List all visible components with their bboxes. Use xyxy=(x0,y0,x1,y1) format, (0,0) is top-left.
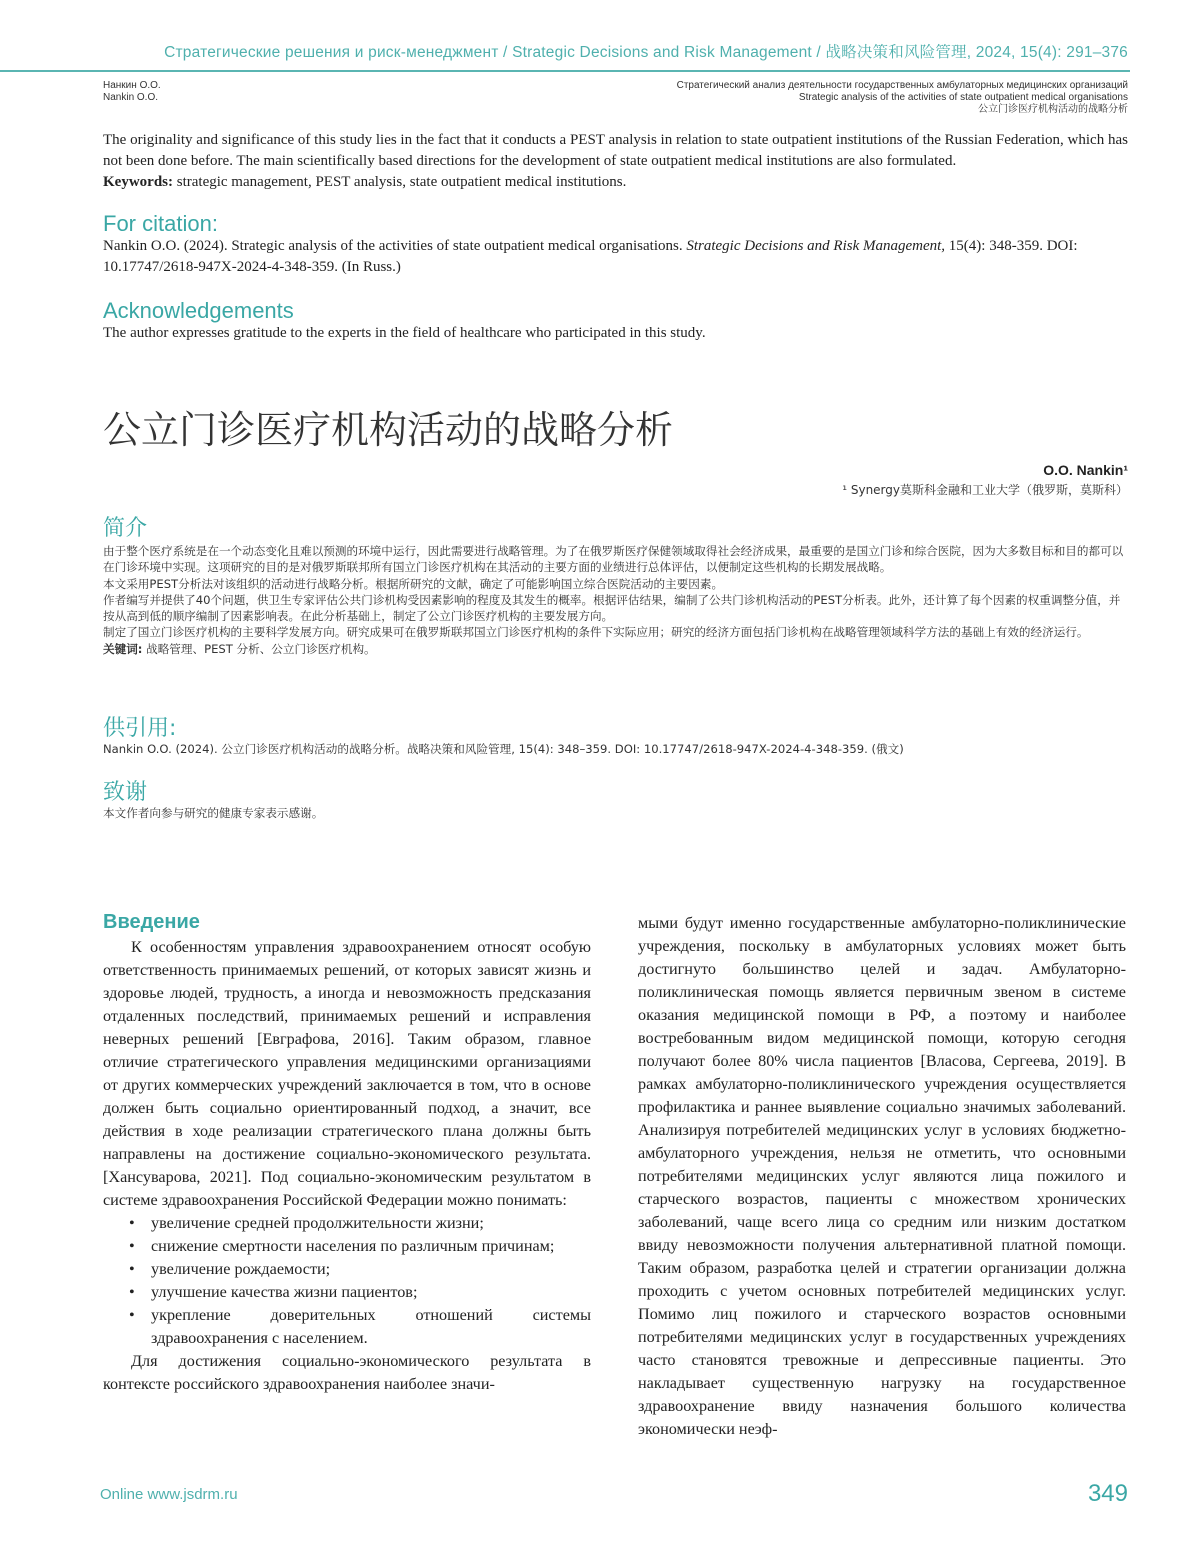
list-item: • увеличение рождаемости; xyxy=(151,1258,591,1281)
running-titles xyxy=(677,80,1128,116)
running-author-ru: Нанкин О.О. xyxy=(103,80,161,91)
bullet-icon: • xyxy=(129,1260,135,1278)
acknowledgements-text: The author expresses gratitude to the experts in the field of healthcare who participated in this study. xyxy=(103,325,706,341)
bullet-icon: • xyxy=(129,1306,135,1324)
abstract-paragraph-2: 本文采用PEST分析法对该组织的活动进行战略分析。根据所研究的文献，确定了可能影响国立综合医院活动的主要因素。 xyxy=(103,576,724,591)
keywords-label: Keywords: xyxy=(103,174,173,190)
acknowledgements-heading: Acknowledgements xyxy=(103,298,294,323)
chinese-ack-text: 本文作者向参与研究的健康专家表示感谢。 xyxy=(103,806,324,820)
list-item: • улучшение качества жизни пациентов; xyxy=(151,1281,591,1304)
list-item: • укрепление доверительных отношений системы здравоохранения с населением. xyxy=(129,1306,591,1347)
abstract-paragraph-3: 作者编写并提供了40个问题，供卫生专家评估公共门诊机构受因素影响的程度及其发生的概率。根据评估结果，编制了公共门诊机构活动的PEST分析表。此外，还计算了每个因素的权重调整分值，并按从高到低的顺序编制了因素影响表。在此分析基础上，制定了公立门诊医疗机构的主要发展方向。 xyxy=(103,592,1121,624)
intro-paragraph-2: Для достижения социально-экономического результата в контексте российского здравоохранения наиболее значи- xyxy=(103,1352,591,1393)
running-author-en: Nankin O.O. xyxy=(103,92,159,103)
chinese-keywords xyxy=(103,641,1128,657)
chinese-keywords-label: 关键词: xyxy=(103,641,143,656)
originality-paragraph xyxy=(103,130,1128,193)
citation-journal: Strategic Decisions and Risk Management, xyxy=(686,238,946,254)
running-title-cn: 公立门诊医疗机构活动的战略分析 xyxy=(978,104,1128,115)
citation-text-b: 15(4): 348-359. DOI: 10.17747/2618-947X-2024-4-348-359. (In Russ.) xyxy=(103,238,1078,275)
footer-website: Online www.jsdrm.ru xyxy=(100,1486,238,1503)
author-name: O.O. Nankin¹ xyxy=(1043,462,1128,478)
chinese-keywords-text: 战略管理、PEST 分析、公立门诊医疗机构。 xyxy=(146,641,376,656)
intro-paragraph-1: К особенностям управления здравоохранением относят особую ответственность принимаемых решений, от которых зависят жизнь и здоровье людей, трудность, а иногда и невозможность предсказания отдаленных последствий, принимаемых решений и исправления неверных решений [Евграфова, 2016]. Таким образом, главное отличие стратегического управления медицинскими организациями от других коммерческих учреждений заключается в том, что в основе должен быть социально ориентированный подход, а значит, все действия в ходе реализации стратегического плана должны быть направлены на достижение социально-экономического результата. [Хансуварова, 2021]. Под социально-экономическим результатом в системе здравоохранения Российской Федерации можно понимать: xyxy=(103,938,591,1209)
keywords-text: strategic management, PEST analysis, state outpatient medical institutions. xyxy=(176,174,627,190)
abstract-paragraph-1: 由于整个医疗系统是在一个动态变化且难以预测的环境中运行，因此需要进行战略管理。为了在俄罗斯医疗保健领域取得社会经济成果，最重要的是国立门诊和综合医院，因为大多数目标和目的都可以在门诊环境中实现。这项研究的目的是对俄罗斯联邦所有国立门诊医疗机构在其活动的主要方面的业绩进行总体评估，以便制定这些机构的长期发展战略。 xyxy=(103,544,1124,575)
bullet-icon: • xyxy=(129,1237,135,1255)
column-right xyxy=(638,912,1126,1441)
intro-paragraph-3: мыми будут именно государственные амбулаторно-поликлинические учреждения, поскольку в амбулаторных условиях может быть достигнуто большинство целей и задач. Амбулаторно-поликлиническая помощь является первичным звеном в системе оказания медицинской помощи в РФ, а поэтому и наиболее востребованным видом медицинской помощи, которую сегодня получают более 80% числа пациентов [Власова, Сергеева, 2019]. В рамках амбулаторно-поликлинического учреждения осуществляется профилактика и раннее выявление социально значимых заболеваний. Анализируя потребителей медицинских услуг в условиях бюджетно-амбулаторного учреждения, нельзя не отметить, что основными потребителями медицинских услуг являются лица пожилого и старческого возрастов, пациенты с множеством хронических заболеваний, чаще всего лица со средним или низким достатком ввиду невозможности получения альтернативной платной помощи. Таким образом, разработка целей и стратегии организации должна проходить с учетом основных потребителей медицинских услуг. Помимо лиц пожилого и старческого возрастов основными потребителями медицинских услуг в государственных учреждениях часто становятся тревожные и депрессивные пациенты. Это накладывает существенную нагрузку на государственное здравоохранение ввиду назначения большого количества экономически неэф- xyxy=(638,914,1126,1438)
page-number: 349 xyxy=(1087,1480,1128,1507)
chinese-abstract-heading: 简介 xyxy=(103,516,148,541)
chinese-abstract xyxy=(103,543,1128,657)
introduction-heading: Введение xyxy=(103,911,200,933)
author-affiliation: ¹ Synergy莫斯科金融和工业大学（俄罗斯，莫斯科） xyxy=(842,483,1128,497)
citation-paragraph xyxy=(103,236,1128,278)
running-authors xyxy=(103,80,161,104)
column-left xyxy=(103,910,591,1396)
running-title-ru: Стратегический анализ деятельности государственных амбулаторных медицинских организаций xyxy=(676,80,1128,91)
header-divider xyxy=(0,70,1130,72)
citation-heading: For citation: xyxy=(103,211,218,236)
list-item: • увеличение средней продолжительности жизни; xyxy=(151,1212,591,1235)
running-title-en: Strategic analysis of the activities of state outpatient medical organisations xyxy=(798,92,1128,103)
chinese-title: 公立门诊医疗机构活动的战略分析 xyxy=(103,408,674,452)
chinese-ack-heading: 致谢 xyxy=(103,780,148,805)
list-item: • снижение смертности населения по различным причинам; xyxy=(151,1235,591,1258)
chinese-citation-text: Nankin O.O. (2024). 公立门诊医疗机构活动的战略分析。战略决策和风险管理, 15(4): 348–359. DOI: 10.17747/2618-947X-2024-4-348-359. (俄文) xyxy=(103,742,904,756)
bullet-icon: • xyxy=(129,1214,135,1232)
originality-text: The originality and significance of this study lies in the fact that it conducts a PEST analysis in relation to state outpatient institutions of the Russian Federation, which has not been done before. The main scientifically based directions for the development of state outpatient medical institutions are also formulated. xyxy=(103,132,1128,169)
result-list xyxy=(103,1212,591,1350)
chinese-citation-heading: 供引用: xyxy=(103,716,177,741)
abstract-paragraph-4: 制定了国立门诊医疗机构的主要科学发展方向。研究成果可在俄罗斯联邦国立门诊医疗机构的条件下实际应用；研究的经济方面包括门诊机构在战略管理领域科学方法的基础上有效的经济运行。 xyxy=(103,625,1089,640)
bullet-icon: • xyxy=(129,1283,135,1301)
journal-header: Стратегические решения и риск-менеджмент / Strategic Decisions and Risk Management / 战略决策和风险管理, 2024, 15(4): 291–376 xyxy=(164,44,1128,61)
citation-text-a: Nankin O.O. (2024). Strategic analysis of the activities of state outpatient medical organisations. xyxy=(103,238,683,254)
